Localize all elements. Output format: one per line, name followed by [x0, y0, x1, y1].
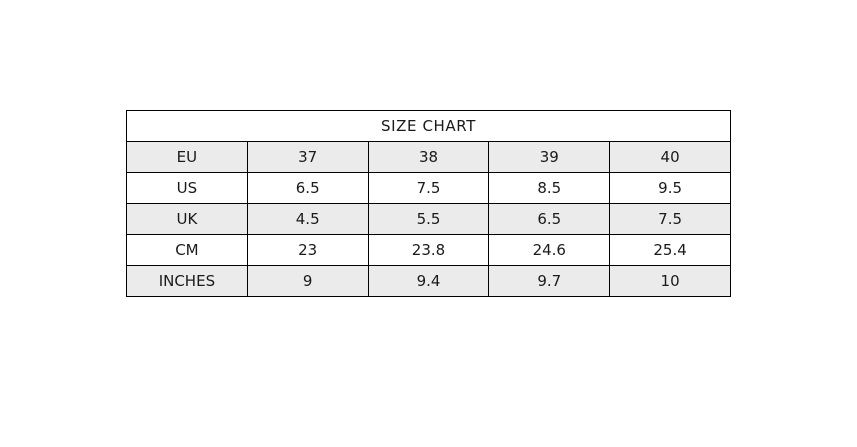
cell-inches-1: 9 — [247, 266, 368, 297]
cell-us-3: 8.5 — [489, 173, 610, 204]
size-chart-table — [126, 110, 731, 297]
table-row — [127, 235, 731, 266]
row-label-inches: INCHES — [127, 266, 248, 297]
table-row — [127, 204, 731, 235]
cell-uk-2: 5.5 — [368, 204, 489, 235]
cell-cm-4: 25.4 — [610, 235, 731, 266]
cell-uk-1: 4.5 — [247, 204, 368, 235]
row-label-us: US — [127, 173, 248, 204]
chart-title: SIZE CHART — [127, 111, 731, 142]
table-row — [127, 173, 731, 204]
cell-inches-3: 9.7 — [489, 266, 610, 297]
cell-eu-4: 40 — [610, 142, 731, 173]
cell-cm-3: 24.6 — [489, 235, 610, 266]
cell-eu-1: 37 — [247, 142, 368, 173]
table-row — [127, 142, 731, 173]
cell-uk-3: 6.5 — [489, 204, 610, 235]
table-row — [127, 266, 731, 297]
cell-inches-4: 10 — [610, 266, 731, 297]
cell-us-4: 9.5 — [610, 173, 731, 204]
row-label-uk: UK — [127, 204, 248, 235]
size-chart-container — [126, 110, 731, 297]
table-title-row — [127, 111, 731, 142]
cell-cm-1: 23 — [247, 235, 368, 266]
cell-eu-3: 39 — [489, 142, 610, 173]
cell-inches-2: 9.4 — [368, 266, 489, 297]
row-label-eu: EU — [127, 142, 248, 173]
cell-eu-2: 38 — [368, 142, 489, 173]
cell-cm-2: 23.8 — [368, 235, 489, 266]
cell-uk-4: 7.5 — [610, 204, 731, 235]
cell-us-1: 6.5 — [247, 173, 368, 204]
cell-us-2: 7.5 — [368, 173, 489, 204]
row-label-cm: CM — [127, 235, 248, 266]
